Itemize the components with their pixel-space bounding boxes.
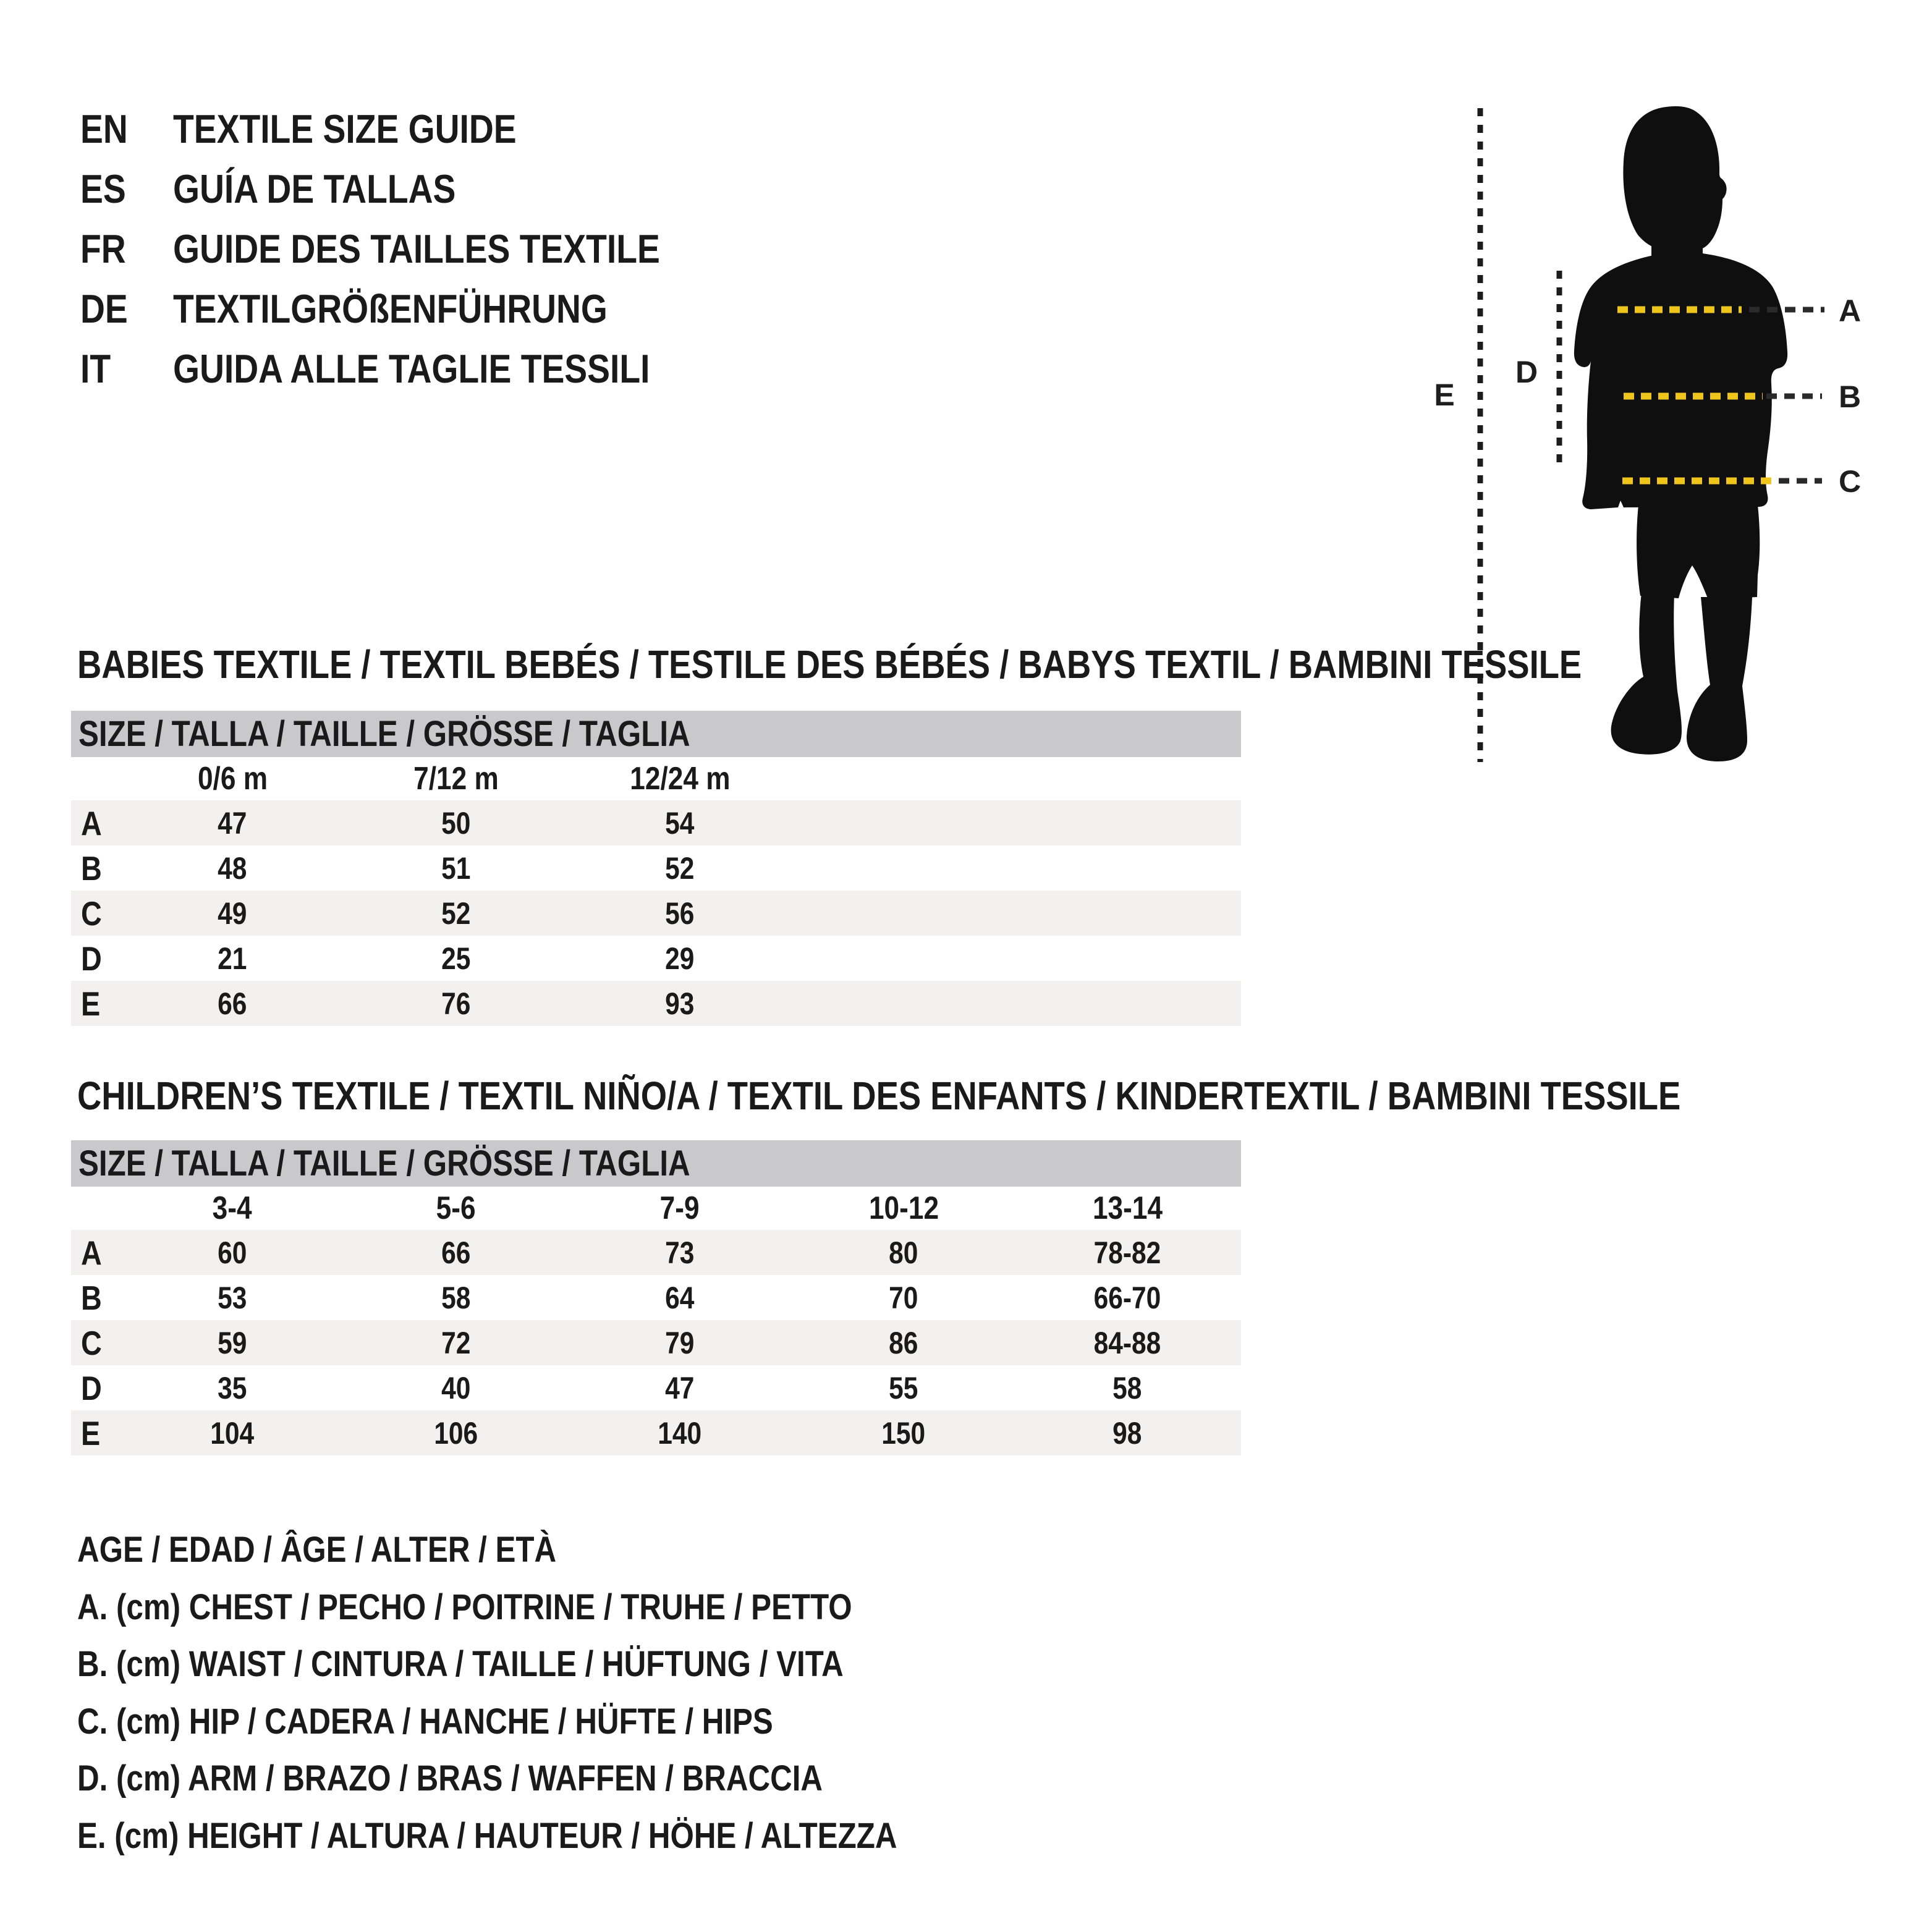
cell-value: 86 [889,1325,918,1360]
children-row-e [71,1410,1241,1455]
cell-value: 79 [665,1325,695,1360]
children-col-5-6: 5-6 [436,1190,476,1226]
row-label: C [81,894,102,933]
row-label: E [81,984,101,1023]
child-silhouette-diagram [1421,99,1879,803]
cell-value: 84-88 [1093,1325,1161,1360]
cell-value: 29 [665,941,695,976]
measure-label-b: B [1838,379,1862,414]
cell-value: 53 [218,1280,247,1315]
children-table-header-text: SIZE / TALLA / TAILLE / GRÖSSE / TAGLIA [78,1143,690,1184]
cell-value: 104 [210,1415,255,1451]
babies-col-0-6m: 0/6 m [197,761,268,797]
row-label: B [81,1278,102,1317]
lang-title-es: GUÍA DE TALLAS [173,166,456,211]
lang-title-en: TEXTILE SIZE GUIDE [173,106,517,151]
babies-row-c [71,891,1241,936]
cell-value: 47 [665,1370,695,1405]
children-table-header-bar [71,1140,1241,1187]
row-label: C [81,1323,102,1362]
cell-value: 54 [665,805,695,841]
children-col-13-14: 13-14 [1092,1190,1163,1226]
row-label: A [81,803,102,842]
cell-value: 52 [665,850,695,886]
children-row-d [71,1365,1241,1410]
cell-value: 58 [441,1280,471,1315]
cell-value: 106 [434,1415,478,1451]
children-col-3-4: 3-4 [213,1190,252,1226]
lang-code-it: IT [80,346,111,391]
legend-height: E. (cm) HEIGHT / ALTURA / HAUTEUR / HÖHE / ALTEZZA [77,1815,897,1856]
row-label: D [81,1368,102,1407]
cell-value: 76 [441,986,471,1021]
children-row-a [71,1230,1241,1275]
babies-table-header-bar [71,711,1241,757]
legend-hip: C. (cm) HIP / CADERA / HANCHE / HÜFTE / HIPS [77,1701,773,1742]
legend-chest: A. (cm) CHEST / PECHO / POITRINE / TRUHE / PETTO [77,1587,852,1627]
cell-value: 66 [218,986,247,1021]
measure-label-e: E [1434,378,1455,412]
measurement-legend [77,1522,1042,1865]
lang-code-fr: FR [80,226,126,271]
cell-value: 66-70 [1093,1280,1161,1315]
children-col-10-12: 10-12 [868,1190,939,1226]
cell-value: 56 [665,896,695,931]
legend-age: AGE / EDAD / ÂGE / ALTER / ETÀ [77,1530,557,1570]
lang-code-es: ES [80,166,126,211]
cell-value: 48 [218,850,247,886]
row-label: E [81,1413,101,1452]
children-column-header-row [71,1187,1241,1230]
silhouette-shorts [1637,499,1760,600]
cell-value: 66 [441,1235,471,1270]
cell-value: 70 [889,1280,918,1315]
babies-col-7-12m: 7/12 m [413,761,499,797]
babies-section-title: BABIES TEXTILE / TEXTIL BEBÉS / TESTILE DES BÉBÉS / BABYS TEXTIL / BAMBINI TESSILE [77,642,1582,687]
babies-table-header-text: SIZE / TALLA / TAILLE / GRÖSSE / TAGLIA [78,714,690,754]
cell-value: 60 [218,1235,247,1270]
measure-label-c: C [1838,464,1862,499]
silhouette-torso [1574,252,1787,509]
babies-row-e [71,981,1241,1026]
babies-row-d [71,936,1241,981]
cell-value: 52 [441,896,471,931]
children-row-c [71,1320,1241,1365]
cell-value: 98 [1112,1415,1142,1451]
cell-value: 59 [218,1325,247,1360]
children-row-b [71,1275,1241,1320]
lang-code-en: EN [80,106,128,151]
cell-value: 50 [441,805,471,841]
measurement-figure [1421,99,1879,803]
measure-label-a: A [1838,294,1862,328]
legend-arm: D. (cm) ARM / BRAZO / BRAS / WAFFEN / BRACCIA [77,1758,823,1799]
cell-value: 47 [218,805,247,841]
cell-value: 58 [1112,1370,1142,1405]
cell-value: 72 [441,1325,471,1360]
cell-value: 21 [218,941,247,976]
cell-value: 140 [658,1415,702,1451]
row-label: D [81,939,102,978]
lang-title-fr: GUIDE DES TAILLES TEXTILE [173,226,660,271]
legend-waist: B. (cm) WAIST / CINTURA / TAILLE / HÜFTUNG / VITA [77,1644,844,1684]
babies-size-table [71,711,1241,1026]
lang-title-de: TEXTILGRÖßENFÜHRUNG [173,286,608,331]
babies-row-a [71,800,1241,845]
lang-title-it: GUIDA ALLE TAGLIE TESSILI [173,346,650,391]
cell-value: 78-82 [1093,1235,1161,1270]
measure-label-d: D [1515,355,1538,389]
cell-value: 73 [665,1235,695,1270]
children-col-7-9: 7-9 [660,1190,700,1226]
cell-value: 55 [889,1370,918,1405]
cell-value: 64 [665,1280,695,1315]
row-label: B [81,849,102,888]
row-label: A [81,1233,102,1272]
cell-value: 51 [441,850,471,886]
cell-value: 40 [441,1370,471,1405]
children-size-table [71,1140,1241,1455]
cell-value: 25 [441,941,471,976]
babies-column-header-row [71,757,1241,800]
cell-value: 35 [218,1370,247,1405]
cell-value: 80 [889,1235,918,1270]
babies-row-b [71,845,1241,891]
babies-col-12-24m: 12/24 m [629,761,731,797]
children-section-title: CHILDREN’S TEXTILE / TEXTIL NIÑO/A / TEXTIL DES ENFANTS / KINDERTEXTIL / BAMBINI TESSILE [77,1074,1681,1118]
lang-code-de: DE [80,286,128,331]
cell-value: 49 [218,896,247,931]
cell-value: 93 [665,986,695,1021]
cell-value: 150 [881,1415,926,1451]
